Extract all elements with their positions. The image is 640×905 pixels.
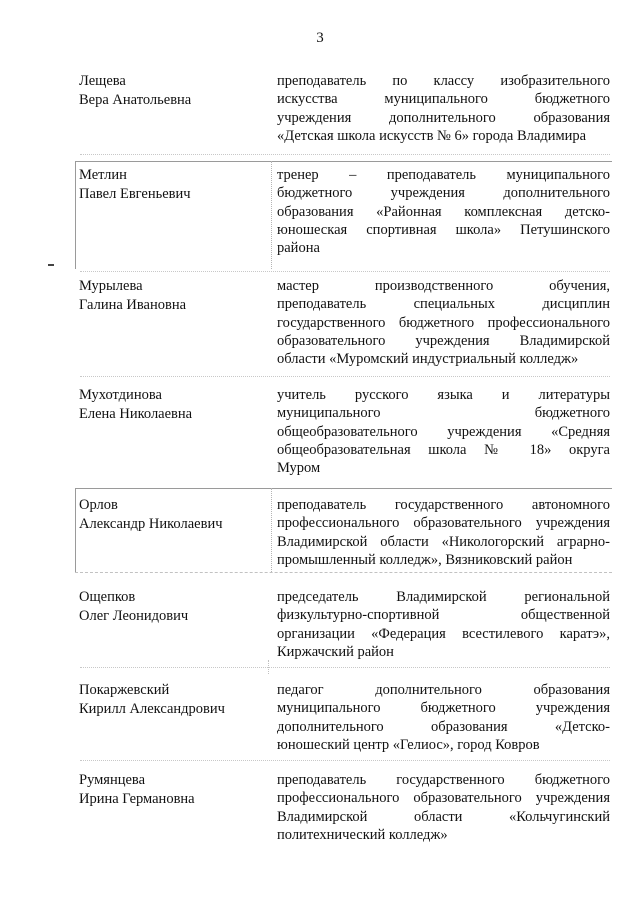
person-name bbox=[79, 386, 259, 424]
position-description bbox=[277, 681, 610, 754]
given-names: Павел Евгеньевич bbox=[79, 186, 191, 202]
given-names: Олег Леонидович bbox=[79, 608, 189, 624]
description-line: промышленный колледж», Вязниковский район bbox=[277, 551, 573, 568]
person-name bbox=[79, 771, 259, 809]
description-line: организации «Федерация всестилевого каратэ», bbox=[277, 625, 610, 642]
given-names: Елена Николаевна bbox=[79, 406, 193, 422]
given-names: Вера Анатольевна bbox=[79, 92, 192, 108]
description-line: педагог дополнительного образования bbox=[277, 682, 610, 698]
description-line: образовательного учреждения Владимирской bbox=[277, 332, 610, 349]
description-line: преподаватель государственного автономного bbox=[277, 497, 610, 513]
description-line: государственного бюджетного профессионального bbox=[277, 314, 610, 331]
margin-mark bbox=[48, 264, 54, 266]
description-line: Киржачский район bbox=[277, 643, 394, 660]
entry-row-3 bbox=[0, 386, 640, 478]
row-separator bbox=[80, 760, 610, 761]
given-names: Галина Ивановна bbox=[79, 297, 187, 313]
given-names: Александр Николаевич bbox=[79, 516, 223, 532]
person-name bbox=[79, 166, 259, 204]
row-separator bbox=[80, 271, 610, 272]
frame-border bbox=[75, 572, 612, 573]
description-line: общеобразовательного учреждения «Средняя bbox=[277, 423, 610, 440]
description-line: преподаватель специальных дисциплин bbox=[277, 296, 610, 313]
description-line: муниципального бюджетного bbox=[277, 405, 610, 422]
frame-border bbox=[75, 488, 76, 572]
frame-border bbox=[75, 161, 76, 269]
description-line: дополнительного образования «Детско- bbox=[277, 718, 610, 735]
given-names: Ирина Германовна bbox=[79, 791, 195, 807]
description-line: тренер – преподаватель муниципального bbox=[277, 167, 610, 183]
surname: Покаржевский bbox=[79, 682, 170, 698]
frame-divider bbox=[271, 488, 272, 572]
surname: Метлин bbox=[79, 167, 127, 183]
position-description bbox=[277, 588, 610, 661]
person-name bbox=[79, 681, 259, 719]
row-separator bbox=[80, 376, 610, 377]
frame-border bbox=[75, 161, 612, 162]
person-name bbox=[79, 277, 259, 315]
row-separator bbox=[80, 154, 610, 155]
description-line: района bbox=[277, 240, 320, 257]
person-name bbox=[79, 588, 259, 626]
description-line: юношеский центр «Гелиос», город Ковров bbox=[277, 736, 540, 753]
frame-border bbox=[75, 488, 612, 489]
description-line: Владимирской области «Никологорский аграрно- bbox=[277, 533, 610, 550]
surname: Лещева bbox=[79, 73, 126, 89]
person-name bbox=[79, 72, 259, 110]
description-line: преподаватель по классу изобразительного bbox=[277, 73, 610, 89]
entry-row-0 bbox=[0, 72, 640, 164]
description-line: профессионального образовательного учреждения bbox=[277, 515, 610, 532]
position-description bbox=[277, 496, 610, 569]
frame-divider bbox=[271, 161, 272, 269]
entry-row-4 bbox=[0, 496, 640, 588]
given-names: Кирилл Александрович bbox=[79, 701, 225, 717]
surname: Мухотдинова bbox=[79, 387, 162, 403]
description-line: искусства муниципального бюджетного bbox=[277, 91, 610, 108]
description-line: Муром bbox=[277, 460, 321, 477]
description-line: образования «Районная комплексная детско- bbox=[277, 203, 610, 220]
entry-row-1 bbox=[0, 166, 640, 258]
description-line: председатель Владимирской региональной bbox=[277, 589, 610, 605]
description-line: физкультурно-спортивной общественной bbox=[277, 607, 610, 624]
entry-row-7 bbox=[0, 771, 640, 863]
page-number: 3 bbox=[316, 30, 324, 46]
description-line: преподаватель государственного бюджетного bbox=[277, 772, 610, 788]
description-line: учреждения дополнительного образования bbox=[277, 109, 610, 126]
surname: Ощепков bbox=[79, 589, 136, 605]
description-line: Владимирской области «Кольчугинский bbox=[277, 808, 610, 825]
row-separator bbox=[80, 667, 610, 668]
description-line: учитель русского языка и литературы bbox=[277, 387, 610, 403]
surname: Румянцева bbox=[79, 772, 146, 788]
surname: Мурылева bbox=[79, 278, 143, 294]
position-description bbox=[277, 771, 610, 844]
description-line: «Детская школа искусств № 6» города Владимира bbox=[277, 127, 587, 144]
surname: Орлов bbox=[79, 497, 118, 513]
position-description bbox=[277, 72, 610, 145]
entry-row-2 bbox=[0, 277, 640, 369]
description-line: юношеская спортивная школа» Петушинского bbox=[277, 221, 610, 238]
description-line: бюджетного учреждения дополнительного bbox=[277, 185, 610, 202]
description-line: мастер производственного обучения, bbox=[277, 278, 610, 294]
position-description bbox=[277, 277, 610, 368]
description-line: общеобразовательная школа № 18» округа bbox=[277, 441, 610, 458]
position-description bbox=[277, 386, 610, 477]
person-name bbox=[79, 496, 259, 534]
description-line: политехнический колледж» bbox=[277, 826, 448, 843]
description-line: муниципального бюджетного учреждения bbox=[277, 700, 610, 717]
position-description bbox=[277, 166, 610, 257]
description-line: области «Муромский индустриальный колледж» bbox=[277, 351, 579, 368]
description-line: профессионального образовательного учреждения bbox=[277, 790, 610, 807]
